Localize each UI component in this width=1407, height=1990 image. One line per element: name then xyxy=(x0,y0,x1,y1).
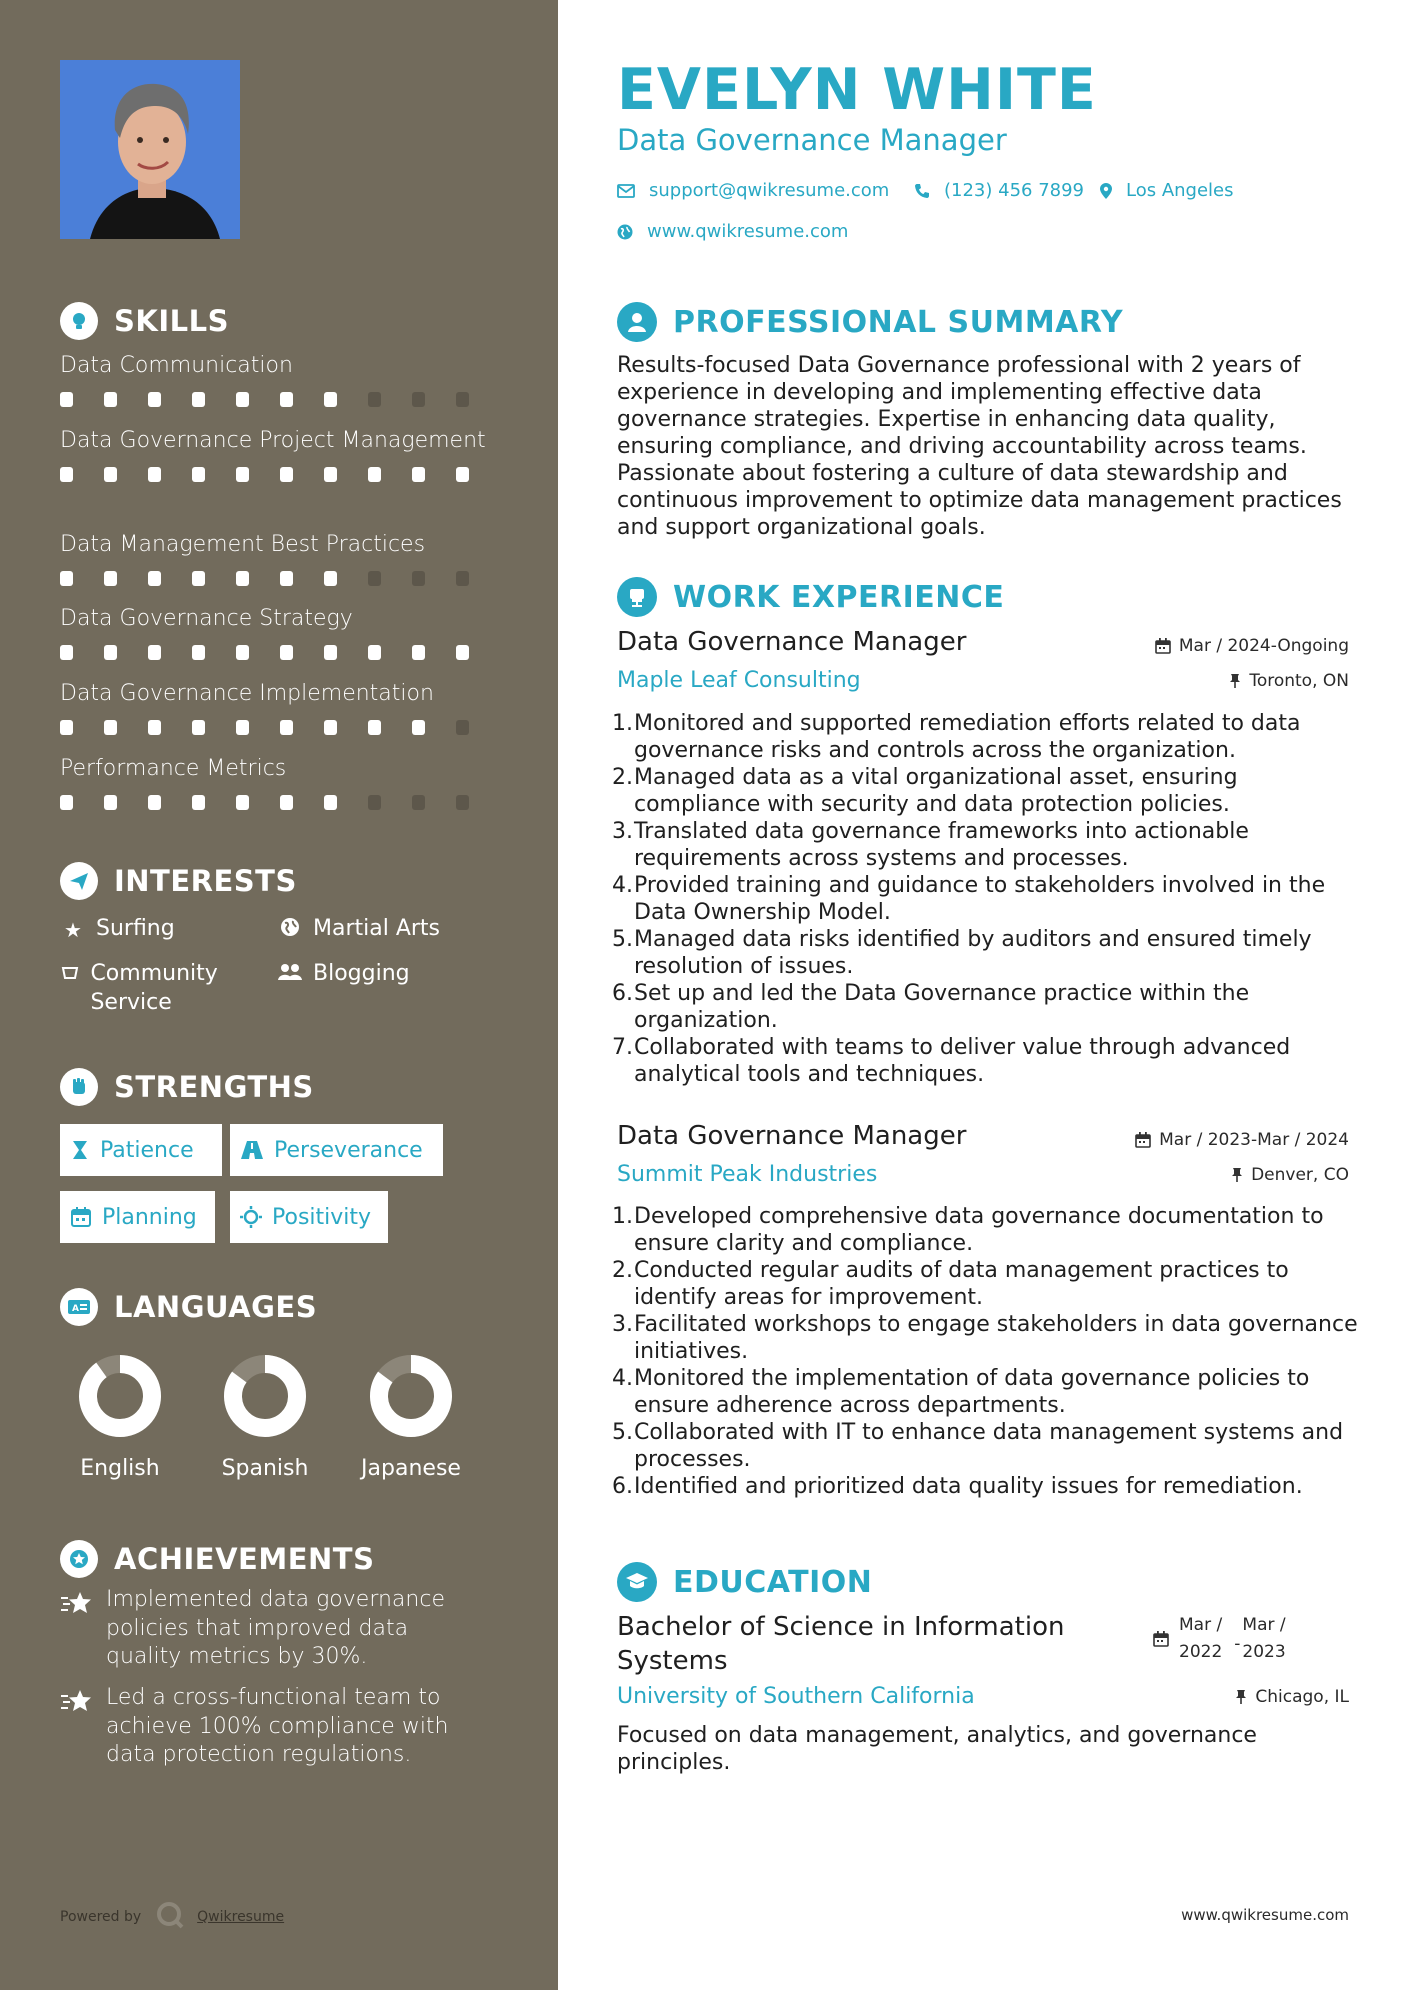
achievement-item xyxy=(60,1684,490,1770)
rating-dot xyxy=(456,645,469,660)
skill-rating xyxy=(60,571,500,586)
ring-fill xyxy=(88,1364,152,1428)
job-dates xyxy=(1155,636,1349,656)
website-contact[interactable] xyxy=(617,221,848,242)
degree-title: Bachelor of Science in Information Systems xyxy=(617,1612,1065,1676)
rating-dot xyxy=(456,392,469,407)
skill-item xyxy=(60,679,500,735)
rating-dot xyxy=(280,795,293,810)
rating-dot xyxy=(104,392,117,407)
qwikresume-link[interactable]: Qwikresume xyxy=(197,1909,285,1925)
rating-dot xyxy=(412,645,425,660)
skill-item xyxy=(60,604,500,660)
road-icon xyxy=(240,1140,264,1160)
strength-badge xyxy=(60,1191,215,1243)
strength-badge xyxy=(60,1124,222,1176)
map-pin-icon xyxy=(1100,183,1112,199)
bullet-text: Monitored the implementation of data governance policies to ensure adherence across departments. xyxy=(634,1366,1310,1418)
bullet-number: 5. xyxy=(612,1420,633,1445)
rating-dot xyxy=(280,645,293,660)
bullet-number: 6. xyxy=(612,981,633,1006)
interest-label: Blogging xyxy=(313,961,410,986)
skills-title: SKILLS xyxy=(114,304,229,338)
skills-heading xyxy=(60,300,229,342)
interest-label: Martial Arts xyxy=(313,916,441,941)
interest-item xyxy=(60,959,260,1017)
summary-heading xyxy=(617,300,1123,344)
rating-dot xyxy=(192,467,205,482)
rating-dot xyxy=(324,467,337,482)
email-text: support@qwikresume.com xyxy=(649,180,890,201)
language-ring xyxy=(369,1354,453,1438)
rating-dot xyxy=(236,392,249,407)
strength-badge xyxy=(230,1191,388,1243)
bullet-number: 2. xyxy=(612,1258,633,1283)
skill-name: Data Management Best Practices xyxy=(60,532,426,557)
sidebar xyxy=(0,0,558,1990)
rating-dot xyxy=(412,571,425,586)
award-icon xyxy=(60,1540,98,1578)
bullet-text: Collaborated with IT to enhance data management systems and processes. xyxy=(634,1420,1344,1472)
globe-icon xyxy=(277,916,303,945)
rating-dot xyxy=(368,467,381,482)
job-bullet xyxy=(612,980,1362,1034)
bullet-number: 4. xyxy=(612,873,633,898)
qwikresume-logo-icon xyxy=(155,1900,185,1934)
school-name: University of Southern California xyxy=(617,1684,975,1709)
bullet-text: Provided training and guidance to stakeholders involved in the Data Ownership Model. xyxy=(634,873,1326,925)
job-bullet xyxy=(612,872,1362,926)
skill-name: Data Governance Implementation xyxy=(60,681,434,706)
rating-dot xyxy=(104,795,117,810)
date-separator: - xyxy=(1234,1633,1241,1654)
interests-heading xyxy=(60,860,297,902)
education-dates xyxy=(1153,1612,1286,1666)
bullet-number: 6. xyxy=(612,1474,633,1499)
rating-dot xyxy=(148,645,161,660)
job-bullet xyxy=(612,1257,1362,1311)
rating-dot xyxy=(60,571,73,586)
job-bullet xyxy=(612,710,1362,764)
bullet-text: Collaborated with teams to deliver value through advanced analytical tools and techniques. xyxy=(634,1035,1291,1087)
strength-badge xyxy=(230,1124,443,1176)
job-bullet xyxy=(612,818,1362,872)
calendar-icon xyxy=(1135,1132,1151,1148)
achievement-text: Led a cross-functional team to achieve 100% compliance with data protection regulations. xyxy=(106,1685,449,1767)
strength-label: Planning xyxy=(102,1204,197,1230)
rating-dot xyxy=(236,795,249,810)
skill-item xyxy=(60,530,500,586)
rating-dot xyxy=(104,571,117,586)
skill-rating xyxy=(60,645,500,660)
pushpin-icon xyxy=(1229,673,1241,689)
job-dates-text: Mar / 2024-Ongoing xyxy=(1178,636,1349,656)
phone-text: (123) 456 7899 xyxy=(944,180,1085,201)
education-title: EDUCATION xyxy=(673,1564,873,1600)
bullet-text: Managed data as a vital organizational asset, ensuring compliance with security and data protection policies. xyxy=(634,765,1238,817)
rating-dot xyxy=(368,392,381,407)
language-label: Japanese xyxy=(361,1456,461,1481)
rating-dot xyxy=(60,392,73,407)
rating-dot xyxy=(148,571,161,586)
interests-title: INTERESTS xyxy=(114,864,297,898)
bullet-text: Managed data risks identified by auditors and ensured timely resolution of issues. xyxy=(634,927,1312,979)
powered-by xyxy=(60,1900,284,1934)
language-label: Spanish xyxy=(221,1456,309,1481)
job-bullet xyxy=(612,1311,1362,1365)
skill-item xyxy=(60,426,500,482)
rating-dot xyxy=(324,571,337,586)
rating-dot xyxy=(236,645,249,660)
job-location xyxy=(1231,1165,1349,1185)
rating-dot xyxy=(280,571,293,586)
skill-rating xyxy=(60,795,500,810)
strength-label: Patience xyxy=(100,1137,194,1163)
bullet-number: 3. xyxy=(612,1312,633,1337)
job-company: Summit Peak Industries xyxy=(617,1162,878,1187)
bullet-text: Set up and led the Data Governance practice within the organization. xyxy=(634,981,1250,1033)
rating-dot xyxy=(456,467,469,482)
rating-dot xyxy=(60,467,73,482)
star-icon: ★ xyxy=(64,918,82,942)
strength-label: Perseverance xyxy=(274,1137,423,1163)
rating-dot xyxy=(148,392,161,407)
strength-label: Positivity xyxy=(272,1204,372,1230)
rating-dot xyxy=(192,795,205,810)
rating-dot xyxy=(368,645,381,660)
job-location-text: Denver, CO xyxy=(1251,1165,1349,1185)
website-text: www.qwikresume.com xyxy=(647,221,849,242)
skill-item xyxy=(60,754,500,810)
job-bullet xyxy=(612,926,1362,980)
location-text: Los Angeles xyxy=(1126,180,1234,201)
rating-dot xyxy=(280,392,293,407)
email-contact[interactable] xyxy=(617,180,889,201)
rating-dot xyxy=(192,392,205,407)
rating-dot xyxy=(368,720,381,735)
rating-dot xyxy=(104,645,117,660)
rating-dot xyxy=(236,571,249,586)
rating-dot xyxy=(456,720,469,735)
lightbulb-icon xyxy=(60,302,98,340)
rating-dot xyxy=(236,467,249,482)
start-year: 2022 xyxy=(1179,1642,1223,1662)
rating-dot xyxy=(280,720,293,735)
bullet-text: Monitored and supported remediation efforts related to data governance risks and controls across the organization. xyxy=(634,711,1301,763)
graduation-cap-icon xyxy=(617,1562,657,1602)
star-burst-icon xyxy=(60,1590,94,1672)
bullet-text: Conducted regular audits of data management practices to identify areas for improvement. xyxy=(634,1258,1289,1310)
achievements-heading xyxy=(60,1538,374,1580)
achievement-item xyxy=(60,1586,490,1672)
summary-title: PROFESSIONAL SUMMARY xyxy=(673,304,1124,340)
rating-dot xyxy=(412,467,425,482)
language-icon xyxy=(60,1288,98,1326)
bullet-number: 1. xyxy=(612,1204,633,1229)
bullet-number: 1. xyxy=(612,711,633,736)
rating-dot xyxy=(60,795,73,810)
education-description: Focused on data management, analytics, and governance principles. xyxy=(617,1723,1257,1775)
rating-dot xyxy=(192,645,205,660)
job-location-text: Toronto, ON xyxy=(1249,671,1349,691)
job-title: Data Governance Manager xyxy=(617,1121,967,1151)
rating-dot xyxy=(280,467,293,482)
pushpin-icon xyxy=(1231,1167,1243,1183)
bullet-text: Identified and prioritized data quality issues for remediation. xyxy=(634,1474,1303,1499)
calendar-icon xyxy=(1155,638,1171,654)
rating-dot xyxy=(324,720,337,735)
rating-dot xyxy=(60,720,73,735)
rating-dot xyxy=(412,720,425,735)
location-contact xyxy=(1100,180,1234,201)
candidate-name: EVELYN WHITE xyxy=(617,57,1097,123)
rating-dot xyxy=(456,571,469,586)
interest-item xyxy=(277,914,440,945)
phone-contact[interactable] xyxy=(914,180,1084,201)
calendar-icon xyxy=(1153,1631,1169,1647)
skill-name: Performance Metrics xyxy=(60,756,287,781)
rating-dot xyxy=(104,720,117,735)
bullet-text: Translated data governance frameworks into actionable requirements across systems and processes. xyxy=(634,819,1249,871)
achievements-title: ACHIEVEMENTS xyxy=(114,1542,375,1576)
rating-dot xyxy=(104,467,117,482)
job-title: Data Governance Manager xyxy=(617,627,967,657)
interest-item xyxy=(60,914,175,945)
job-dates-text: Mar / 2023-Mar / 2024 xyxy=(1159,1130,1349,1150)
end-month: Mar / xyxy=(1242,1615,1286,1635)
rating-dot xyxy=(324,645,337,660)
powered-by-label: Powered by xyxy=(60,1909,142,1925)
rating-dot xyxy=(412,392,425,407)
rating-dot xyxy=(456,795,469,810)
calendar-icon xyxy=(70,1206,92,1228)
language-item xyxy=(195,1354,335,1481)
candidate-role: Data Governance Manager xyxy=(617,123,1007,157)
strengths-title: STRENGTHS xyxy=(114,1070,314,1104)
users-icon xyxy=(277,961,303,990)
rating-dot xyxy=(368,795,381,810)
languages-heading xyxy=(60,1286,317,1328)
end-year: 2023 xyxy=(1242,1642,1286,1662)
fist-icon xyxy=(60,1068,98,1106)
education-end-date xyxy=(1242,1612,1285,1666)
star-burst-icon xyxy=(60,1688,94,1770)
job-bullet xyxy=(612,1034,1362,1088)
profile-photo xyxy=(60,60,240,239)
start-month: Mar / xyxy=(1179,1615,1223,1635)
pushpin-icon xyxy=(1235,1689,1247,1705)
footer-website-link[interactable]: www.qwikresume.com xyxy=(1181,1906,1349,1924)
rating-dot xyxy=(324,795,337,810)
summary-text: Results-focused Data Governance professional with 2 years of experience in developing and implementing effective data governance strategies. Expertise in enhancing data quality, ensuring compliance, and driving accountability across teams. Passionate about fostering a culture of data stewardship and continuous improvement to optimize data management practices and support organizational goals. xyxy=(617,353,1342,540)
bullet-number: 3. xyxy=(612,819,633,844)
rating-dot xyxy=(368,571,381,586)
job-bullets xyxy=(612,1203,1362,1500)
language-ring xyxy=(223,1354,307,1438)
skill-item xyxy=(60,351,500,407)
rating-dot xyxy=(236,720,249,735)
rating-dot xyxy=(324,392,337,407)
job-bullet xyxy=(612,1365,1362,1419)
education-location xyxy=(1235,1687,1349,1707)
bullet-number: 5. xyxy=(612,927,633,952)
envelope-icon xyxy=(617,184,635,198)
job-bullets xyxy=(612,710,1362,1088)
job-bullet xyxy=(612,1419,1362,1473)
rating-dot xyxy=(148,720,161,735)
job-bullet xyxy=(612,1203,1362,1257)
job-bullet xyxy=(612,1473,1362,1500)
skill-name: Data Governance Project Management xyxy=(60,428,486,453)
hourglass-icon xyxy=(70,1139,90,1161)
rating-dot xyxy=(148,795,161,810)
rating-dot xyxy=(60,645,73,660)
skill-name: Data Communication xyxy=(60,353,293,378)
skill-rating xyxy=(60,392,500,407)
job-bullet xyxy=(612,764,1362,818)
rating-dot xyxy=(148,467,161,482)
job-company: Maple Leaf Consulting xyxy=(617,668,861,693)
bullet-text: Facilitated workshops to engage stakeholders in data governance initiatives. xyxy=(634,1312,1358,1364)
education-start-date xyxy=(1179,1612,1222,1666)
bullet-text: Developed comprehensive data governance documentation to ensure clarity and compliance. xyxy=(634,1204,1324,1256)
job-location xyxy=(1229,671,1349,691)
interest-label: Surfing xyxy=(96,916,175,941)
language-item xyxy=(341,1354,481,1481)
sun-icon xyxy=(240,1206,262,1228)
strengths-heading xyxy=(60,1066,314,1108)
education-location-text: Chicago, IL xyxy=(1255,1687,1349,1707)
bullet-number: 2. xyxy=(612,765,633,790)
skill-rating xyxy=(60,720,500,735)
globe-icon xyxy=(617,224,633,240)
bullet-number: 4. xyxy=(612,1366,633,1391)
phone-icon xyxy=(914,183,930,199)
interest-label: Community Service xyxy=(90,961,218,1015)
rating-dot xyxy=(412,795,425,810)
experience-heading xyxy=(617,575,1004,619)
hand-icon xyxy=(60,961,80,990)
experience-title: WORK EXPERIENCE xyxy=(673,579,1005,615)
skill-name: Data Governance Strategy xyxy=(60,606,353,631)
languages-title: LANGUAGES xyxy=(114,1290,318,1324)
user-icon xyxy=(617,302,657,342)
job-dates xyxy=(1135,1130,1349,1150)
interest-item xyxy=(277,959,410,990)
rating-dot xyxy=(192,571,205,586)
svg-text:A: A xyxy=(72,1304,79,1314)
language-label: English xyxy=(80,1456,160,1481)
briefcase-icon xyxy=(617,577,657,617)
bullet-number: 7. xyxy=(612,1035,633,1060)
education-heading xyxy=(617,1560,872,1604)
rating-dot xyxy=(192,720,205,735)
achievement-text: Implemented data governance policies that improved data quality metrics by 30%. xyxy=(106,1587,445,1669)
skill-rating xyxy=(60,467,500,482)
paper-plane-icon xyxy=(60,862,98,900)
language-item xyxy=(50,1354,190,1481)
language-ring xyxy=(78,1354,162,1438)
